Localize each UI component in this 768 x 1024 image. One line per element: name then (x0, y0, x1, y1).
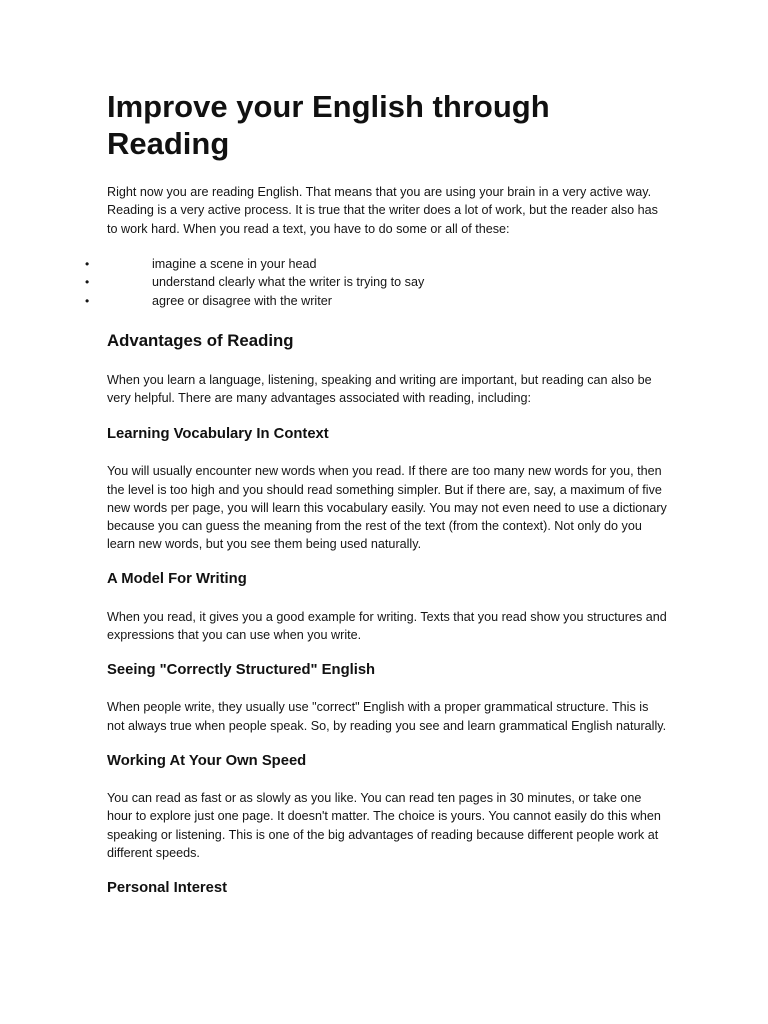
bullet-icon: • (85, 256, 90, 271)
bullet-icon: • (85, 294, 90, 309)
page-title: Improve your English through Reading (107, 89, 550, 161)
bullet-icon: • (85, 275, 90, 290)
list-item (85, 292, 667, 311)
list-item-text: agree or disagree with the writer (152, 294, 332, 309)
section-heading-structured-english: Seeing "Correctly Structured" English (107, 662, 376, 679)
section-paragraph-own-speed: You can read as fast or as slowly as you like. You can read ten pages in 30 minutes, or take one hour to explore just one page. It doesn't matter. The choice is yours. You cannot easily do this when speaking or listening. This is one of the big advantages of reading because different people work at different speeds. (107, 790, 661, 860)
section-heading-own-speed: Working At Your Own Speed (107, 752, 307, 769)
section-paragraph-structured-english: When people write, they usually use "correct" English with a proper grammatical structure. This is not always true when people speak. So, by reading you see and learn grammatical English naturally. (107, 700, 667, 733)
document-body (85, 88, 667, 897)
list-item (85, 273, 667, 292)
advantages-paragraph: When you learn a language, listening, speaking and writing are important, but reading can also be very helpful. There are many advantages associated with reading, including: (107, 372, 652, 405)
bullet-list (85, 255, 667, 311)
section-paragraph-writing-model: When you read, it gives you a good example for writing. Texts that you read show you structures and expressions that you can use when you write. (107, 609, 667, 643)
intro-paragraph: Right now you are reading English. That means that you are using your brain in a very active way. Reading is a very active process. It is true that the writer does a lot of work, but the reader also has to work hard. When you read a text, you have to do some or all of these: (107, 185, 658, 236)
section-heading-vocabulary: Learning Vocabulary In Context (107, 426, 329, 443)
advantages-heading: Advantages of Reading (107, 330, 294, 350)
list-item-text: understand clearly what the writer is trying to say (152, 275, 425, 290)
section-heading-personal-interest: Personal Interest (107, 880, 228, 897)
section-paragraph-vocabulary: You will usually encounter new words when you read. If there are too many new words for you, then the level is too high and you should read something simpler. But if there are, say, a maximum of five new words per page, you will learn this vocabulary easily. You may not even need to use a dictionary because you can guess the meaning from the rest of the text (from the context). Not only do you learn new words, but you see them being used naturally. (107, 464, 667, 552)
list-item (85, 255, 667, 274)
section-heading-writing-model: A Model For Writing (107, 570, 247, 587)
list-item-text: imagine a scene in your head (152, 256, 317, 271)
